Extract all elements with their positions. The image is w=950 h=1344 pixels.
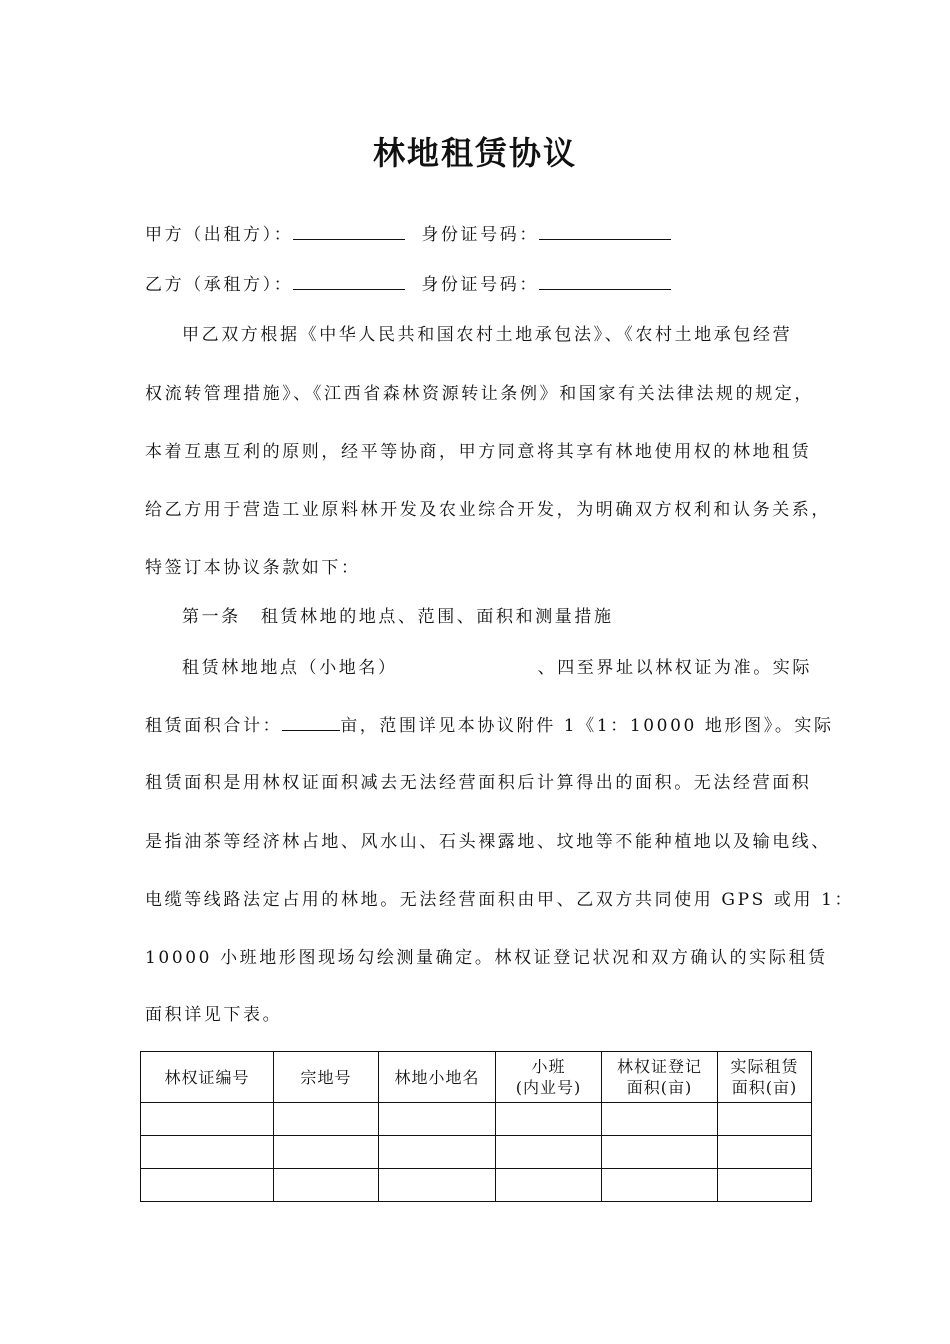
body-line-2: 是指油茶等经济林占地、风水山、石头裸露地、坟地等不能种植地以及输电线、 <box>145 832 831 852</box>
location-suffix: 、四至界址以林权证为准。实际 <box>537 658 813 678</box>
party-a-label: 甲方（出租方）： <box>145 225 294 245</box>
table-cell <box>496 1169 602 1202</box>
header-subcompartment: 小班 (内业号) <box>496 1052 602 1103</box>
table-cell <box>718 1169 812 1202</box>
body-line-5: 面积详见下表。 <box>145 1005 283 1025</box>
party-a-id-label: 身份证号码： <box>421 225 539 245</box>
header-actual-area: 实际租赁 面积(亩) <box>718 1052 812 1103</box>
party-a-line <box>145 223 671 247</box>
header-place-name: 林地小地名 <box>379 1052 496 1103</box>
table-header-row <box>141 1052 812 1103</box>
table-cell <box>718 1136 812 1169</box>
table-cell <box>141 1169 274 1202</box>
preamble-line-2: 权流转管理措施》、《江西省森林资源转让条例》和国家有关法律法规的规定， <box>145 384 814 404</box>
header-cert-number: 林权证编号 <box>141 1052 274 1103</box>
table-cell <box>718 1103 812 1136</box>
table-cell <box>496 1103 602 1136</box>
party-a-name-blank <box>293 223 405 240</box>
preamble-line-1: 甲乙双方根据《中华人民共和国农村土地承包法》、《农村土地承包经营 <box>182 325 793 345</box>
area-suffix: 亩，范围详见本协议附件 1《1：10000 地形图》。实际 <box>340 716 834 736</box>
body-line-3: 电缆等线路法定占用的林地。无法经营面积由甲、乙双方共同使用 GPS 或用 1： <box>145 890 855 910</box>
table-row <box>141 1136 812 1169</box>
party-b-id-blank <box>539 273 671 290</box>
party-b-name-blank <box>293 273 405 290</box>
preamble-line-4: 给乙方用于营造工业原料林开发及农业综合开发，为明确双方权利和认务关系， <box>145 500 831 520</box>
table-row <box>141 1169 812 1202</box>
table-cell <box>602 1169 718 1202</box>
article-1-heading <box>182 605 614 629</box>
table-row <box>141 1103 812 1136</box>
table-cell <box>496 1136 602 1169</box>
table-cell <box>274 1103 379 1136</box>
party-b-id-label: 身份证号码： <box>421 275 539 295</box>
table-cell <box>141 1103 274 1136</box>
body-line-4: 10000 小班地形图现场勾绘测量确定。林权证登记状况和双方确认的实际租赁 <box>145 948 828 968</box>
header-parcel-number: 宗地号 <box>274 1052 379 1103</box>
body-line-1: 租赁面积是用林权证面积减去无法经营面积后计算得出的面积。无法经营面积 <box>145 773 812 793</box>
table-cell <box>379 1169 496 1202</box>
table-cell <box>141 1136 274 1169</box>
table-cell <box>274 1169 379 1202</box>
preamble-line-5: 特签订本协议条款如下： <box>145 558 361 578</box>
table-cell <box>379 1103 496 1136</box>
article-1-number: 第一条 <box>182 607 241 627</box>
table-cell <box>602 1103 718 1136</box>
party-b-label: 乙方（承租方）： <box>145 275 294 295</box>
location-line <box>182 656 812 680</box>
forest-rights-table <box>140 1051 812 1202</box>
preamble-line-3: 本着互惠互利的原则，经平等协商，甲方同意将其享有林地使用权的林地租赁 <box>145 442 812 462</box>
location-label: 租赁林地地点（小地名） <box>182 658 398 678</box>
table-cell <box>379 1136 496 1169</box>
party-b-line <box>145 273 671 297</box>
header-registered-area: 林权证登记 面积(亩) <box>602 1052 718 1103</box>
article-1-title: 租赁林地的地点、范围、面积和测量措施 <box>260 607 614 627</box>
area-prefix: 租赁面积合计： <box>145 716 283 736</box>
area-blank <box>282 714 340 731</box>
table-cell <box>602 1136 718 1169</box>
table-cell <box>274 1136 379 1169</box>
party-a-id-blank <box>539 223 671 240</box>
area-line <box>145 714 834 738</box>
document-title: 林地租赁协议 <box>372 134 577 172</box>
